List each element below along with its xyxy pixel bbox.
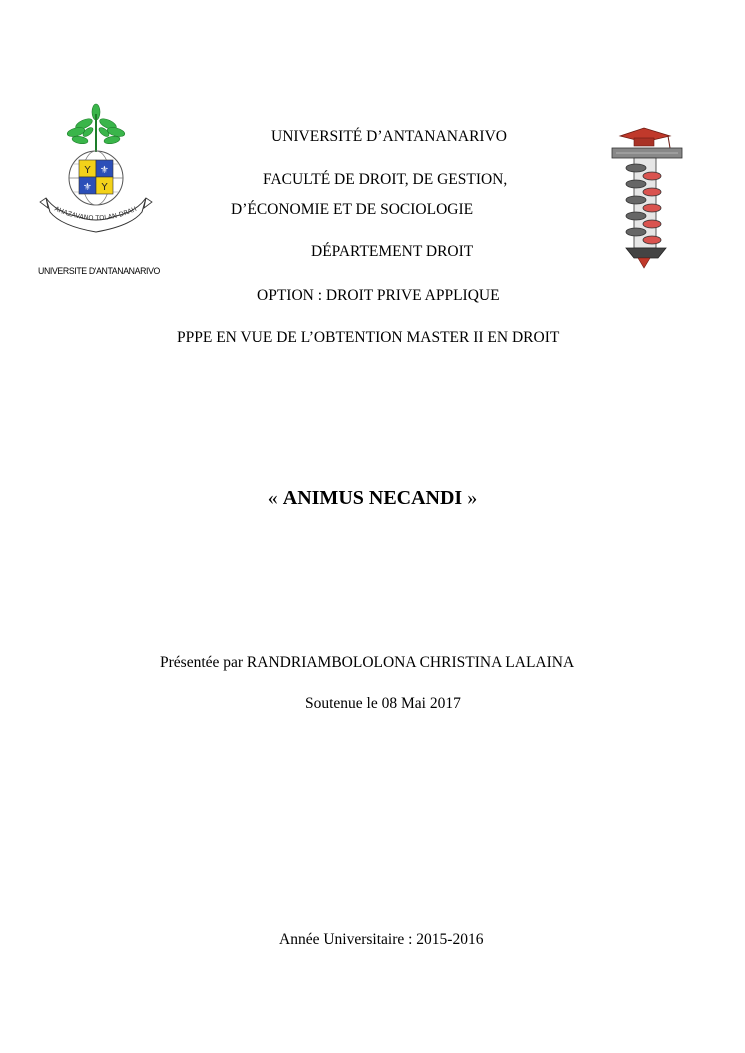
svg-text:⚜: ⚜ [100, 165, 109, 176]
title-close-quote: » [462, 487, 478, 509]
faculty-emblem-icon [604, 126, 688, 270]
title-text: ANIMUS NECANDI [282, 487, 463, 509]
option-line: OPTION : DROIT PRIVE APPLIQUE [257, 287, 500, 304]
svg-text:Y: Y [84, 165, 91, 176]
svg-text:⚜: ⚜ [83, 182, 92, 193]
faculty-name-line-2: D’ÉCONOMIE ET DE SOCIOLOGIE [231, 201, 474, 218]
presented-by: Présentée par RANDRIAMBOLOLONA CHRISTINA LALAINA [160, 654, 575, 671]
university-name: UNIVERSITÉ D’ANTANANARIVO [271, 128, 507, 145]
university-seal-icon [36, 102, 156, 282]
svg-text:FAHAZAVANO TOLAN-DRAHY: AHAZAVANO TOLAN-DRAH [53, 204, 138, 223]
svg-text:Y: Y [101, 182, 108, 193]
degree-purpose: PPPE EN VUE DE L’OBTENTION MASTER II EN DROIT [177, 329, 560, 346]
department-name: DÉPARTEMENT DROIT [311, 243, 474, 260]
title-open-quote: « [267, 487, 283, 509]
defense-date: Soutenue le 08 Mai 2017 [305, 695, 461, 712]
academic-year: Année Universitaire : 2015-2016 [279, 931, 484, 948]
faculty-name-line-1: FACULTÉ DE DROIT, DE GESTION, [263, 171, 508, 188]
university-logo-caption: UNIVERSITE D'ANTANANARIVO [38, 266, 160, 277]
thesis-title [0, 487, 745, 510]
